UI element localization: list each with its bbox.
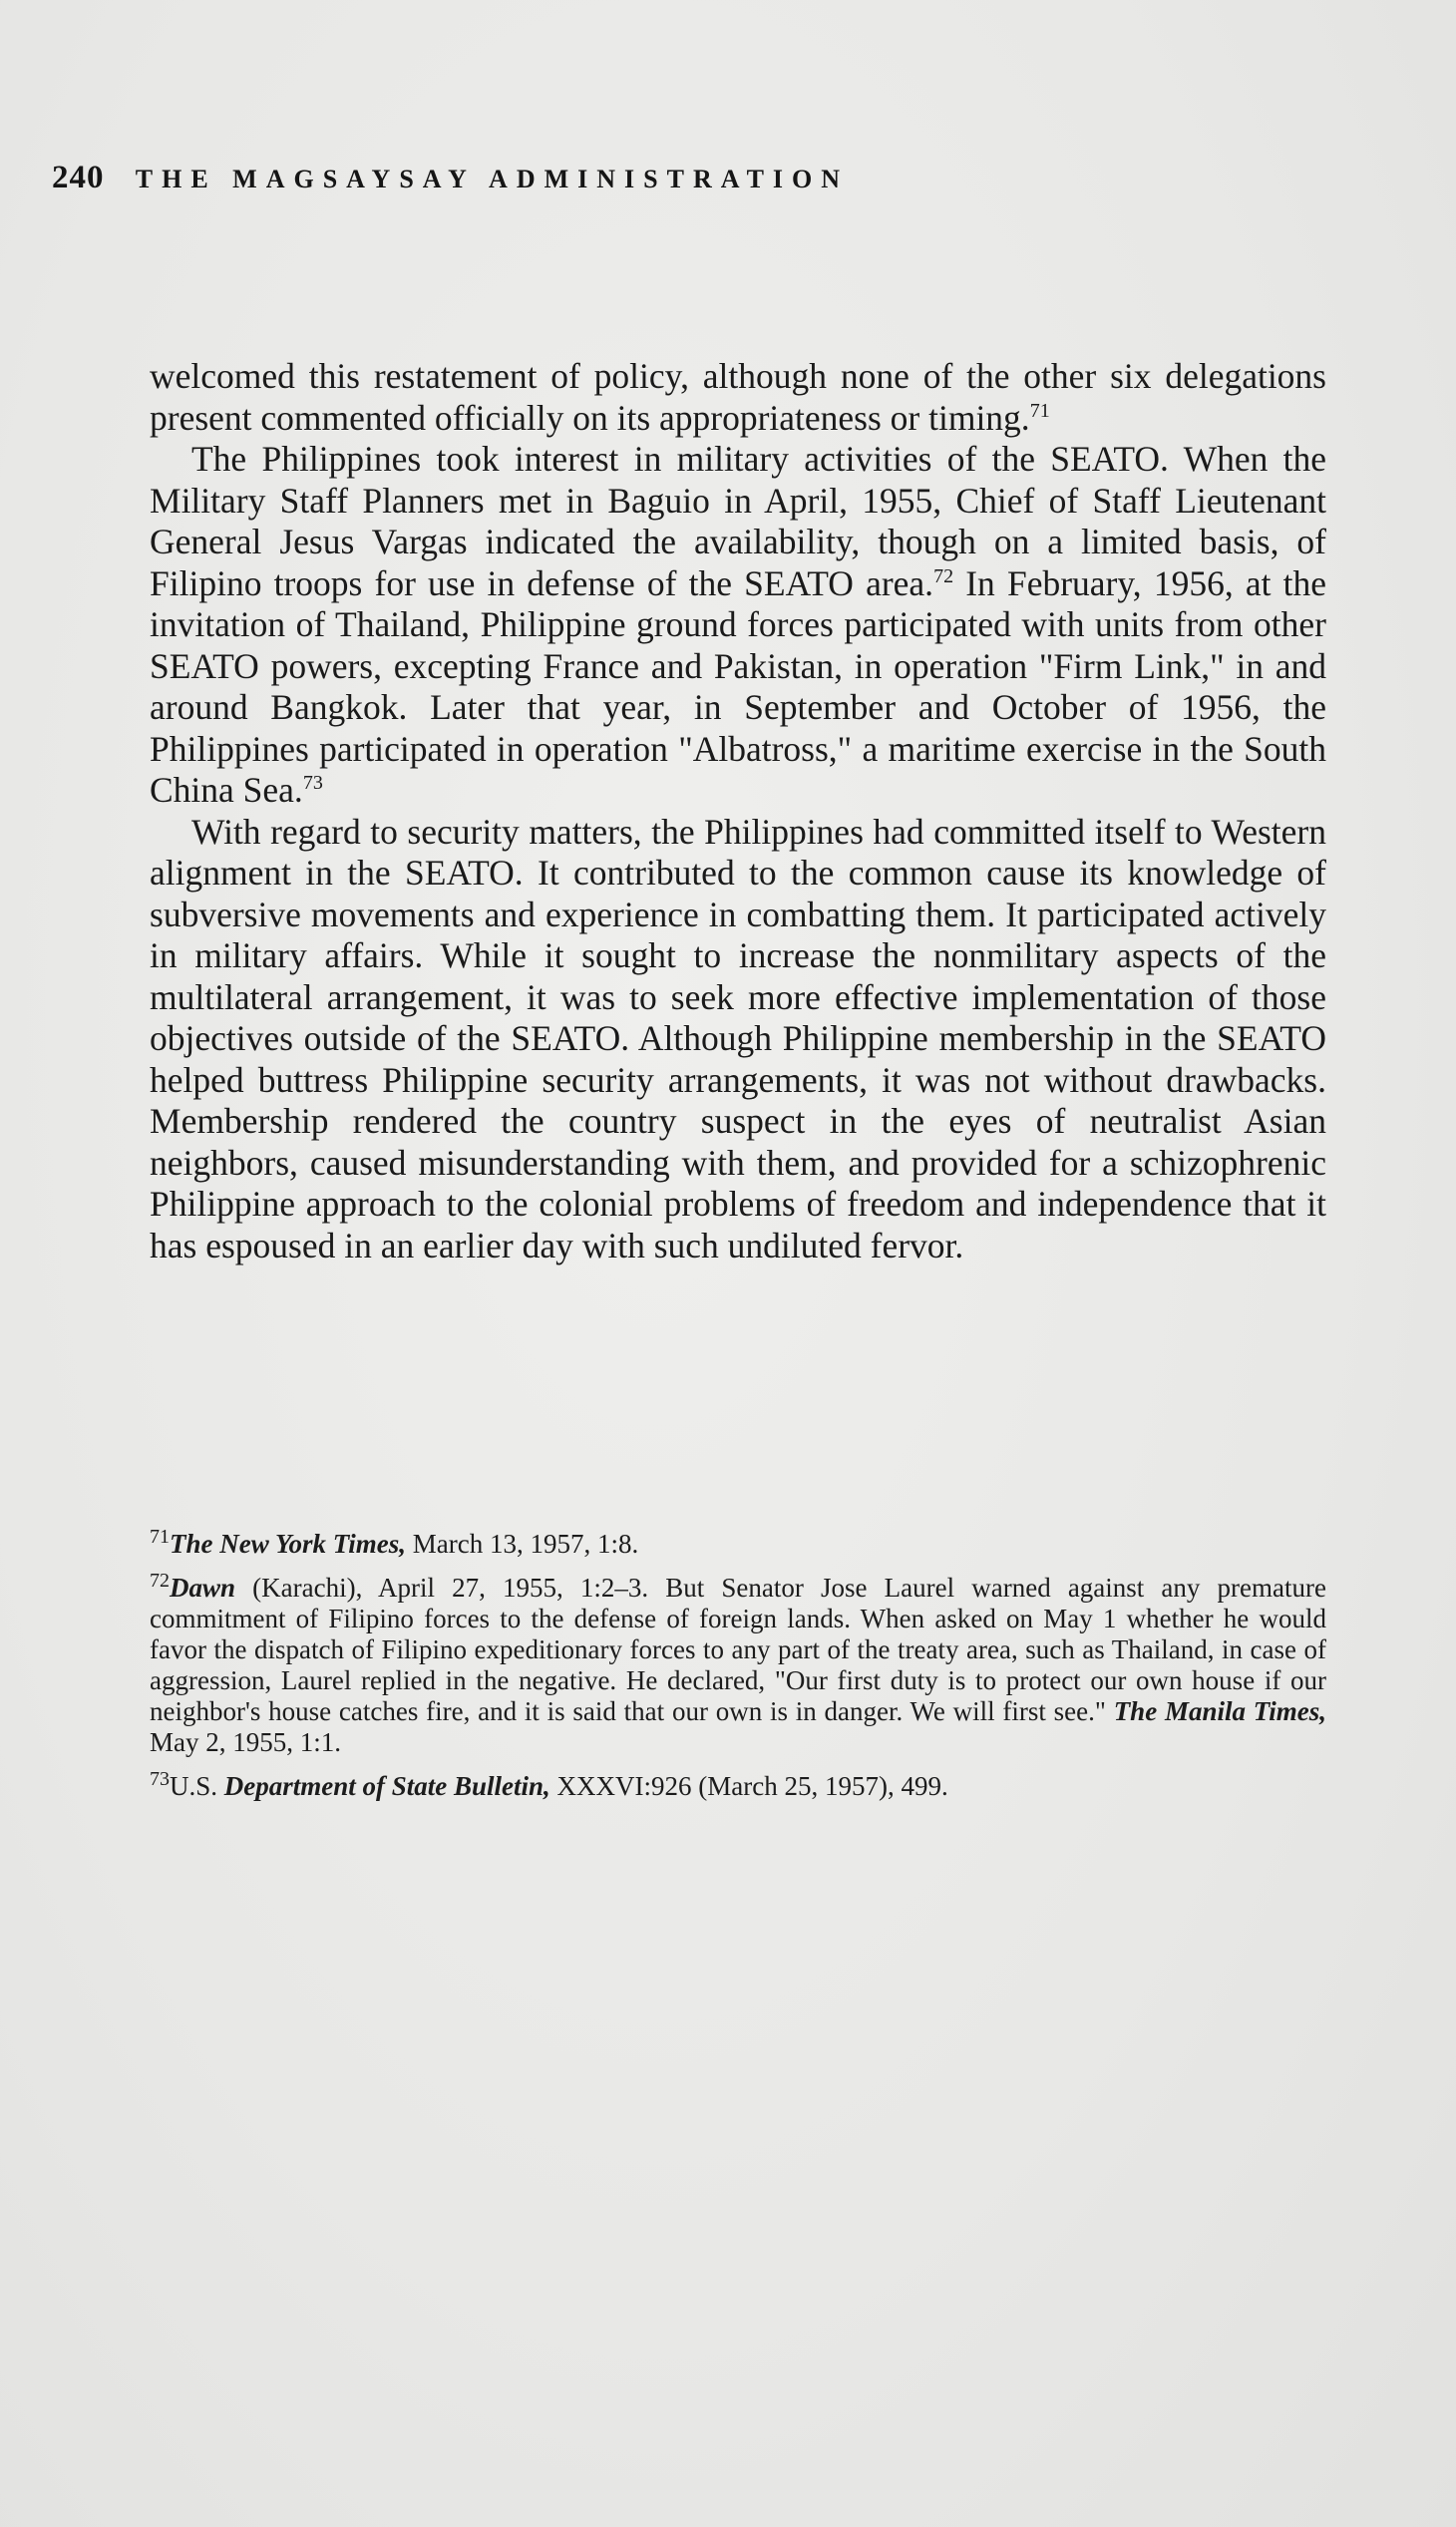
paragraph (150, 356, 1326, 439)
body-text (150, 356, 1326, 1266)
footnote (150, 1570, 1326, 1758)
text-run: U.S. (170, 1771, 224, 1801)
footnote (150, 1526, 1326, 1560)
citation-title: Department of State Bulletin, (223, 1771, 550, 1801)
running-head-title: THE MAGSAYSAY ADMINISTRATION (135, 165, 850, 193)
text-run: With regard to security matters, the Philippines had committed itself to Western alignment in the SEATO. It contributed to the common cause its knowledge of subversive movements and experience in combatting them. It participated actively in military affairs. While it sought to increase the nonmilitary aspects of the multilateral arrangement, it was to seek more effective implementation of those objectives outside of the SEATO. Although Philippine membership in the SEATO helped buttress Philippine security arrangements, it was not without drawbacks. Membership rendered the country suspect in the eyes of neutralist Asian neighbors, caused misunderstanding with them, and provided for a schizophrenic Philippine approach to the colonial problems of freedom and independence that it has espoused in an earlier day with such undiluted fervor. (150, 811, 1326, 1265)
footnotes (150, 1526, 1326, 1815)
text-run: In February, 1956, at the invitation of Thailand, Philippine ground forces participated with units from other SEATO powers, excepting France and Pakistan, in operation "Firm Link," in and around Bangkok. Later that year, in September and October of 1956, the Philippines participated in operation "Albatross," a maritime exercise in the South China Sea. (150, 562, 1326, 810)
citation-title: The Manila Times, (1113, 1696, 1326, 1726)
page-number: 240 (52, 160, 105, 195)
text-run: The Philippines took interest in military activities of the SEATO. When the Military Staff Planners met in Baguio in April, 1955, Chief of Staff Lieutenant General Jesus Vargas indicated the availability, though on a limited basis, of Filipino troops for use in defense of the SEATO area. (150, 439, 1326, 603)
footnote-marker: 71 (1029, 399, 1050, 422)
footnote-marker: 73 (302, 772, 323, 795)
footnote-marker: 73 (150, 1768, 170, 1790)
text-run: XXXVI:926 (March 25, 1957), 499. (549, 1771, 948, 1801)
paragraph (150, 439, 1326, 812)
text-run: (Karachi), April 27, 1955, 1:2–3. But Senator Jose Laurel warned against any premature commitment of Filipino forces to the defense of foreign lands. When asked on May 1 whether he would favor the dispatch of Filipino expeditionary forces to any part of the treaty area, such as Thailand, in case of aggression, Laurel replied in the negative. He declared, "Our first duty is to protect our own house if our neighbor's house catches fire, and it is said that our own is in danger. We will first see." (150, 1573, 1326, 1726)
text-run: May 2, 1955, 1:1. (150, 1727, 341, 1757)
text-run: March 13, 1957, 1:8. (406, 1529, 639, 1559)
footnote-marker: 72 (933, 564, 954, 587)
text-run: welcomed this restatement of policy, although none of the other six delegations present commented officially on its appropriateness or timing. (150, 356, 1326, 438)
paragraph (150, 812, 1326, 1267)
footnote-marker: 72 (150, 1570, 170, 1592)
footnote (150, 1768, 1326, 1802)
running-head (52, 160, 849, 196)
footnote-marker: 71 (150, 1526, 170, 1548)
citation-title: The New York Times, (170, 1529, 406, 1559)
citation-title: Dawn (170, 1573, 236, 1603)
